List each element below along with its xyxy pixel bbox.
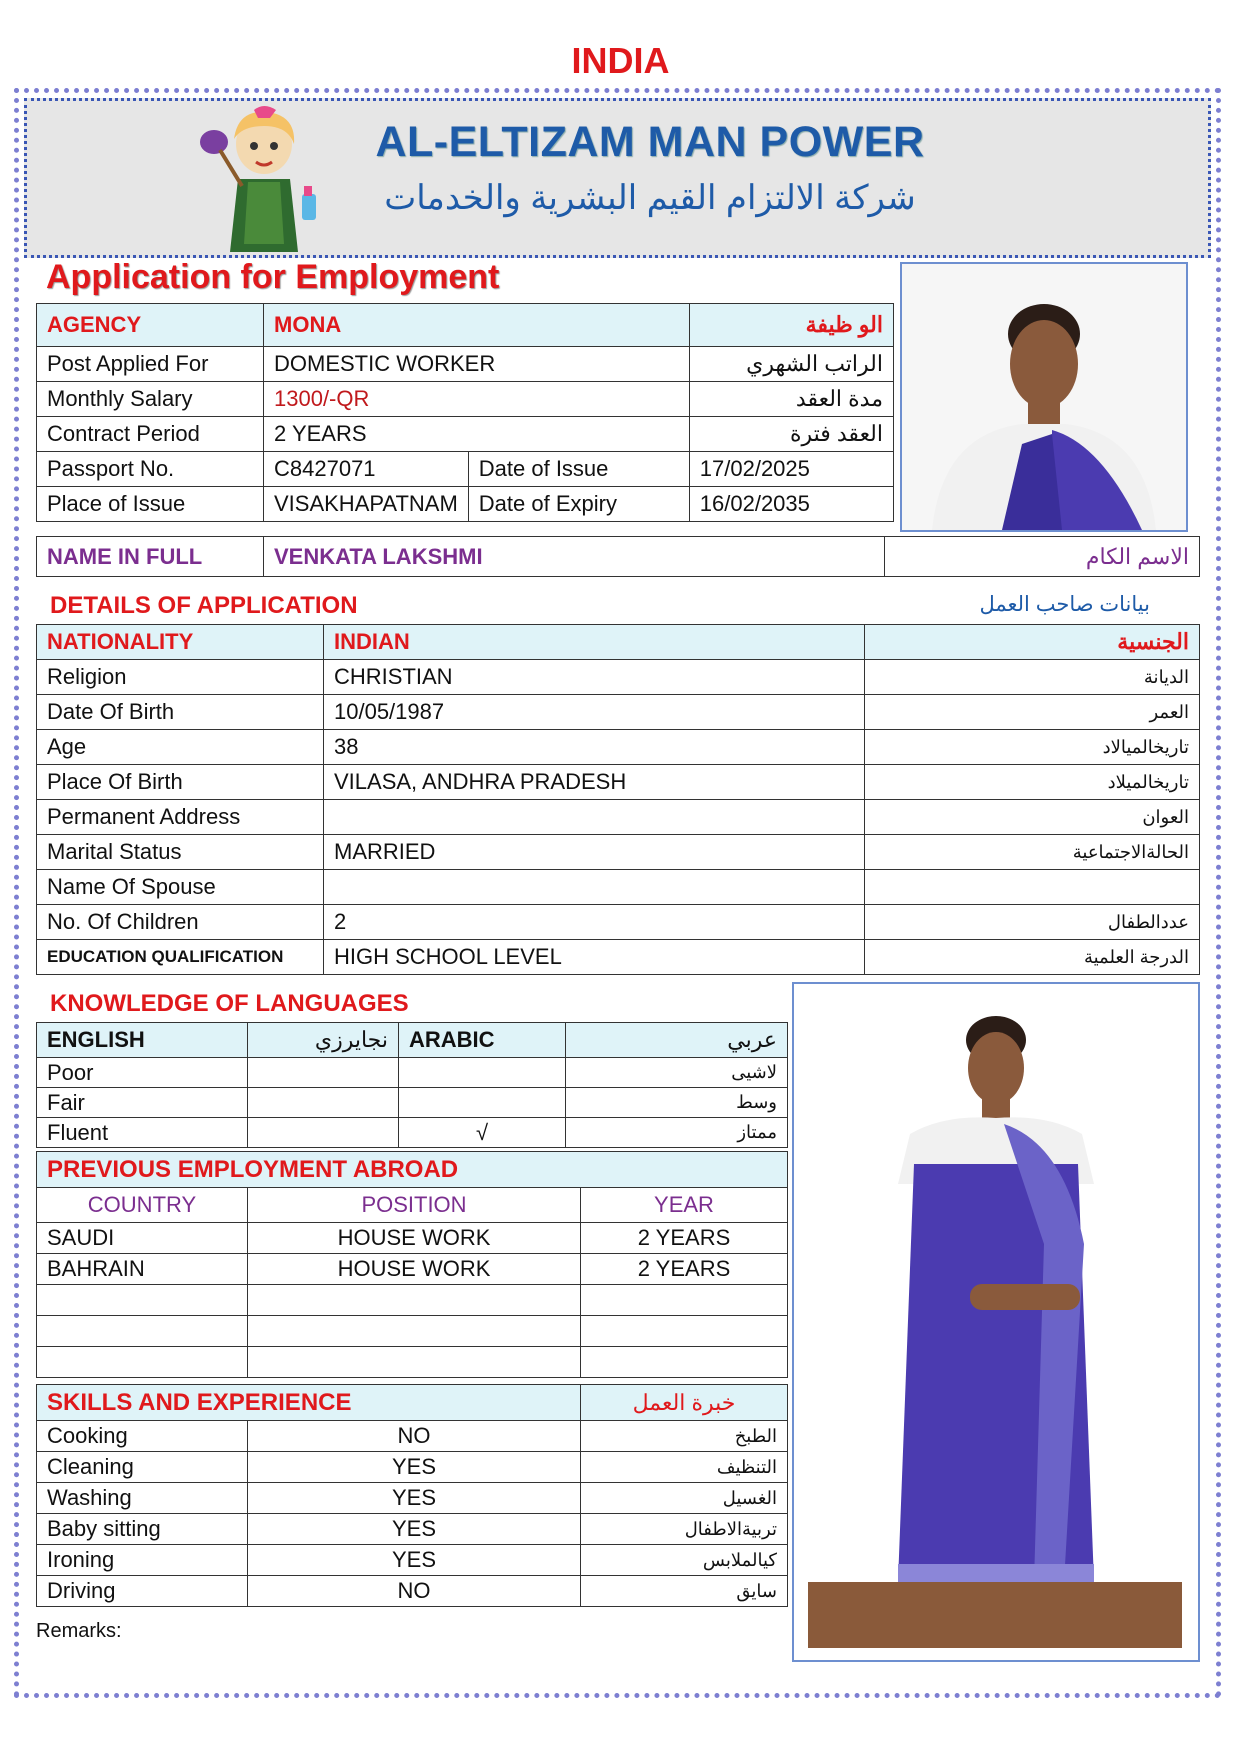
skill-value: YES <box>248 1514 581 1545</box>
employment-country <box>37 1316 248 1347</box>
employment-title: PREVIOUS EMPLOYMENT ABROAD <box>37 1152 788 1188</box>
skills-table <box>36 1384 788 1607</box>
skill-row <box>37 1483 788 1514</box>
language-english <box>248 1088 399 1118</box>
details-table <box>36 624 1200 975</box>
details-ar: عددالطفال <box>865 905 1200 940</box>
skill-ar: كيالملابس <box>581 1545 788 1576</box>
details-title: DETAILS OF APPLICATION <box>50 592 358 619</box>
language-row <box>37 1058 788 1088</box>
english-ar: نجايرزي <box>248 1023 399 1058</box>
skill-row <box>37 1452 788 1483</box>
employment-position <box>248 1285 581 1316</box>
details-ar: العوان <box>865 800 1200 835</box>
details-label: Name Of Spouse <box>37 870 324 905</box>
details-value: HIGH SCHOOL LEVEL <box>324 940 865 975</box>
languages-table <box>36 1022 788 1148</box>
employment-year <box>581 1316 788 1347</box>
company-logo <box>198 104 330 254</box>
skill-row <box>37 1576 788 1607</box>
skills-title-ar: خبرة العمل <box>581 1385 788 1421</box>
name-ar: الاسم الكام <box>885 537 1200 577</box>
details-value: 2 <box>324 905 865 940</box>
skill-row <box>37 1421 788 1452</box>
skill-skill: Washing <box>37 1483 248 1514</box>
passport-label: Passport No. <box>37 452 264 487</box>
details-ar <box>865 870 1200 905</box>
skill-value: YES <box>248 1483 581 1514</box>
details-value: CHRISTIAN <box>324 660 865 695</box>
details-row <box>37 870 1200 905</box>
language-ar: لاشيى <box>566 1058 788 1088</box>
employment-header-row <box>37 1188 788 1223</box>
details-row <box>37 905 1200 940</box>
details-label: EDUCATION QUALIFICATION <box>37 940 324 975</box>
salary-ar: مدة العقد <box>689 382 893 417</box>
skill-value: NO <box>248 1576 581 1607</box>
details-label: No. Of Children <box>37 905 324 940</box>
skill-skill: Cleaning <box>37 1452 248 1483</box>
details-row <box>37 800 1200 835</box>
employment-row <box>37 1254 788 1285</box>
skill-value: YES <box>248 1452 581 1483</box>
details-row <box>37 835 1200 870</box>
expiry-label: Date of Expiry <box>468 487 689 522</box>
salary-row <box>37 382 894 417</box>
details-value <box>324 800 865 835</box>
language-row <box>37 1118 788 1148</box>
details-value <box>324 870 865 905</box>
language-english <box>248 1118 399 1148</box>
employment-row <box>37 1223 788 1254</box>
details-ar: الجنسية <box>865 625 1200 660</box>
details-ar: الدرجة العلمية <box>865 940 1200 975</box>
employment-title-row <box>37 1152 788 1188</box>
job-info-table <box>36 303 894 522</box>
details-label: Permanent Address <box>37 800 324 835</box>
employment-country: BAHRAIN <box>37 1254 248 1285</box>
place-value: VISAKHAPATNAM <box>264 487 469 522</box>
skill-ar: سايق <box>581 1576 788 1607</box>
details-label: Date Of Birth <box>37 695 324 730</box>
contract-ar: العقد فترة <box>689 417 893 452</box>
english-label: ENGLISH <box>37 1023 248 1058</box>
employment-year: 2 YEARS <box>581 1223 788 1254</box>
skill-skill: Baby sitting <box>37 1514 248 1545</box>
employment-country <box>37 1285 248 1316</box>
name-label: NAME IN FULL <box>37 537 264 577</box>
language-arabic: √ <box>399 1118 566 1148</box>
post-ar: الراتب الشهري <box>689 347 893 382</box>
applicant-photo-portrait <box>900 262 1188 532</box>
issue-date-label: Date of Issue <box>468 452 689 487</box>
details-value: INDIAN <box>324 625 865 660</box>
details-title-ar: بيانات صاحب العمل <box>979 593 1150 616</box>
skill-skill: Driving <box>37 1576 248 1607</box>
agency-row <box>37 304 894 347</box>
employment-row <box>37 1347 788 1378</box>
languages-header-row <box>37 1023 788 1058</box>
language-level: Poor <box>37 1058 248 1088</box>
details-ar: تاريخالميالاد <box>865 730 1200 765</box>
skill-ar: تربيةالاطفال <box>581 1514 788 1545</box>
arabic-label: ARABIC <box>399 1023 566 1058</box>
employment-position <box>248 1316 581 1347</box>
details-row <box>37 730 1200 765</box>
name-table <box>36 536 1200 577</box>
employment-row <box>37 1285 788 1316</box>
details-label: Age <box>37 730 324 765</box>
arabic-ar: عربي <box>566 1023 788 1058</box>
issue-date-value: 17/02/2025 <box>689 452 893 487</box>
skill-skill: Cooking <box>37 1421 248 1452</box>
passport-row <box>37 452 894 487</box>
details-label: Place Of Birth <box>37 765 324 800</box>
employment-position <box>248 1347 581 1378</box>
details-row <box>37 765 1200 800</box>
company-name-ar: شركة الالتزام القيم البشرية والخدمات <box>384 179 916 217</box>
language-ar: ممتاز <box>566 1118 788 1148</box>
details-label: NATIONALITY <box>37 625 324 660</box>
skill-ar: الطبخ <box>581 1421 788 1452</box>
skills-title: SKILLS AND EXPERIENCE <box>37 1385 581 1421</box>
expiry-value: 16/02/2035 <box>689 487 893 522</box>
employment-table <box>36 1151 788 1378</box>
agency-value: MONA <box>264 304 690 347</box>
language-english <box>248 1058 399 1088</box>
name-row <box>37 537 1200 577</box>
details-value: 38 <box>324 730 865 765</box>
details-row <box>37 625 1200 660</box>
post-label: Post Applied For <box>37 347 264 382</box>
employment-country: SAUDI <box>37 1223 248 1254</box>
skill-ar: الغسيل <box>581 1483 788 1514</box>
details-label: Marital Status <box>37 835 324 870</box>
employment-position: HOUSE WORK <box>248 1254 581 1285</box>
details-value: 10/05/1987 <box>324 695 865 730</box>
post-row <box>37 347 894 382</box>
skill-skill: Ironing <box>37 1545 248 1576</box>
country-title: INDIA <box>571 40 670 81</box>
salary-value: 1300/-QR <box>264 382 690 417</box>
employment-header-position: POSITION <box>248 1188 581 1223</box>
details-ar: الحالةالاجتماعية <box>865 835 1200 870</box>
remarks-label: Remarks: <box>36 1620 122 1642</box>
details-ar: تاريخالميلاد <box>865 765 1200 800</box>
name-value: VENKATA LAKSHMI <box>264 537 885 577</box>
details-ar: الديانة <box>865 660 1200 695</box>
employment-header-year: YEAR <box>581 1188 788 1223</box>
employment-year <box>581 1285 788 1316</box>
details-row <box>37 660 1200 695</box>
passport-value: C8427071 <box>264 452 469 487</box>
employment-row <box>37 1316 788 1347</box>
languages-title: KNOWLEDGE OF LANGUAGES <box>50 990 409 1017</box>
employment-year: 2 YEARS <box>581 1254 788 1285</box>
post-value: DOMESTIC WORKER <box>264 347 690 382</box>
skill-row <box>37 1514 788 1545</box>
company-name-en: AL-ELTIZAM MAN POWER <box>375 118 925 166</box>
employment-country <box>37 1347 248 1378</box>
language-level: Fluent <box>37 1118 248 1148</box>
details-ar: العمر <box>865 695 1200 730</box>
language-arabic <box>399 1088 566 1118</box>
details-value: MARRIED <box>324 835 865 870</box>
employment-position: HOUSE WORK <box>248 1223 581 1254</box>
skill-row <box>37 1545 788 1576</box>
contract-value: 2 YEARS <box>264 417 690 452</box>
place-row <box>37 487 894 522</box>
agency-ar: الو ظيفة <box>689 304 893 347</box>
contract-row <box>37 417 894 452</box>
application-title: Application for Employment <box>46 258 500 296</box>
agency-label: AGENCY <box>37 304 264 347</box>
place-label: Place of Issue <box>37 487 264 522</box>
salary-label: Monthly Salary <box>37 382 264 417</box>
details-row <box>37 940 1200 975</box>
skills-title-row <box>37 1385 788 1421</box>
language-row <box>37 1088 788 1118</box>
skill-value: NO <box>248 1421 581 1452</box>
details-label: Religion <box>37 660 324 695</box>
details-row <box>37 695 1200 730</box>
language-level: Fair <box>37 1088 248 1118</box>
contract-label: Contract Period <box>37 417 264 452</box>
skill-ar: التنظيف <box>581 1452 788 1483</box>
language-arabic <box>399 1058 566 1088</box>
skill-value: YES <box>248 1545 581 1576</box>
details-value: VILASA, ANDHRA PRADESH <box>324 765 865 800</box>
employment-header-country: COUNTRY <box>37 1188 248 1223</box>
language-ar: وسط <box>566 1088 788 1118</box>
employment-year <box>581 1347 788 1378</box>
applicant-photo-full <box>792 982 1200 1662</box>
